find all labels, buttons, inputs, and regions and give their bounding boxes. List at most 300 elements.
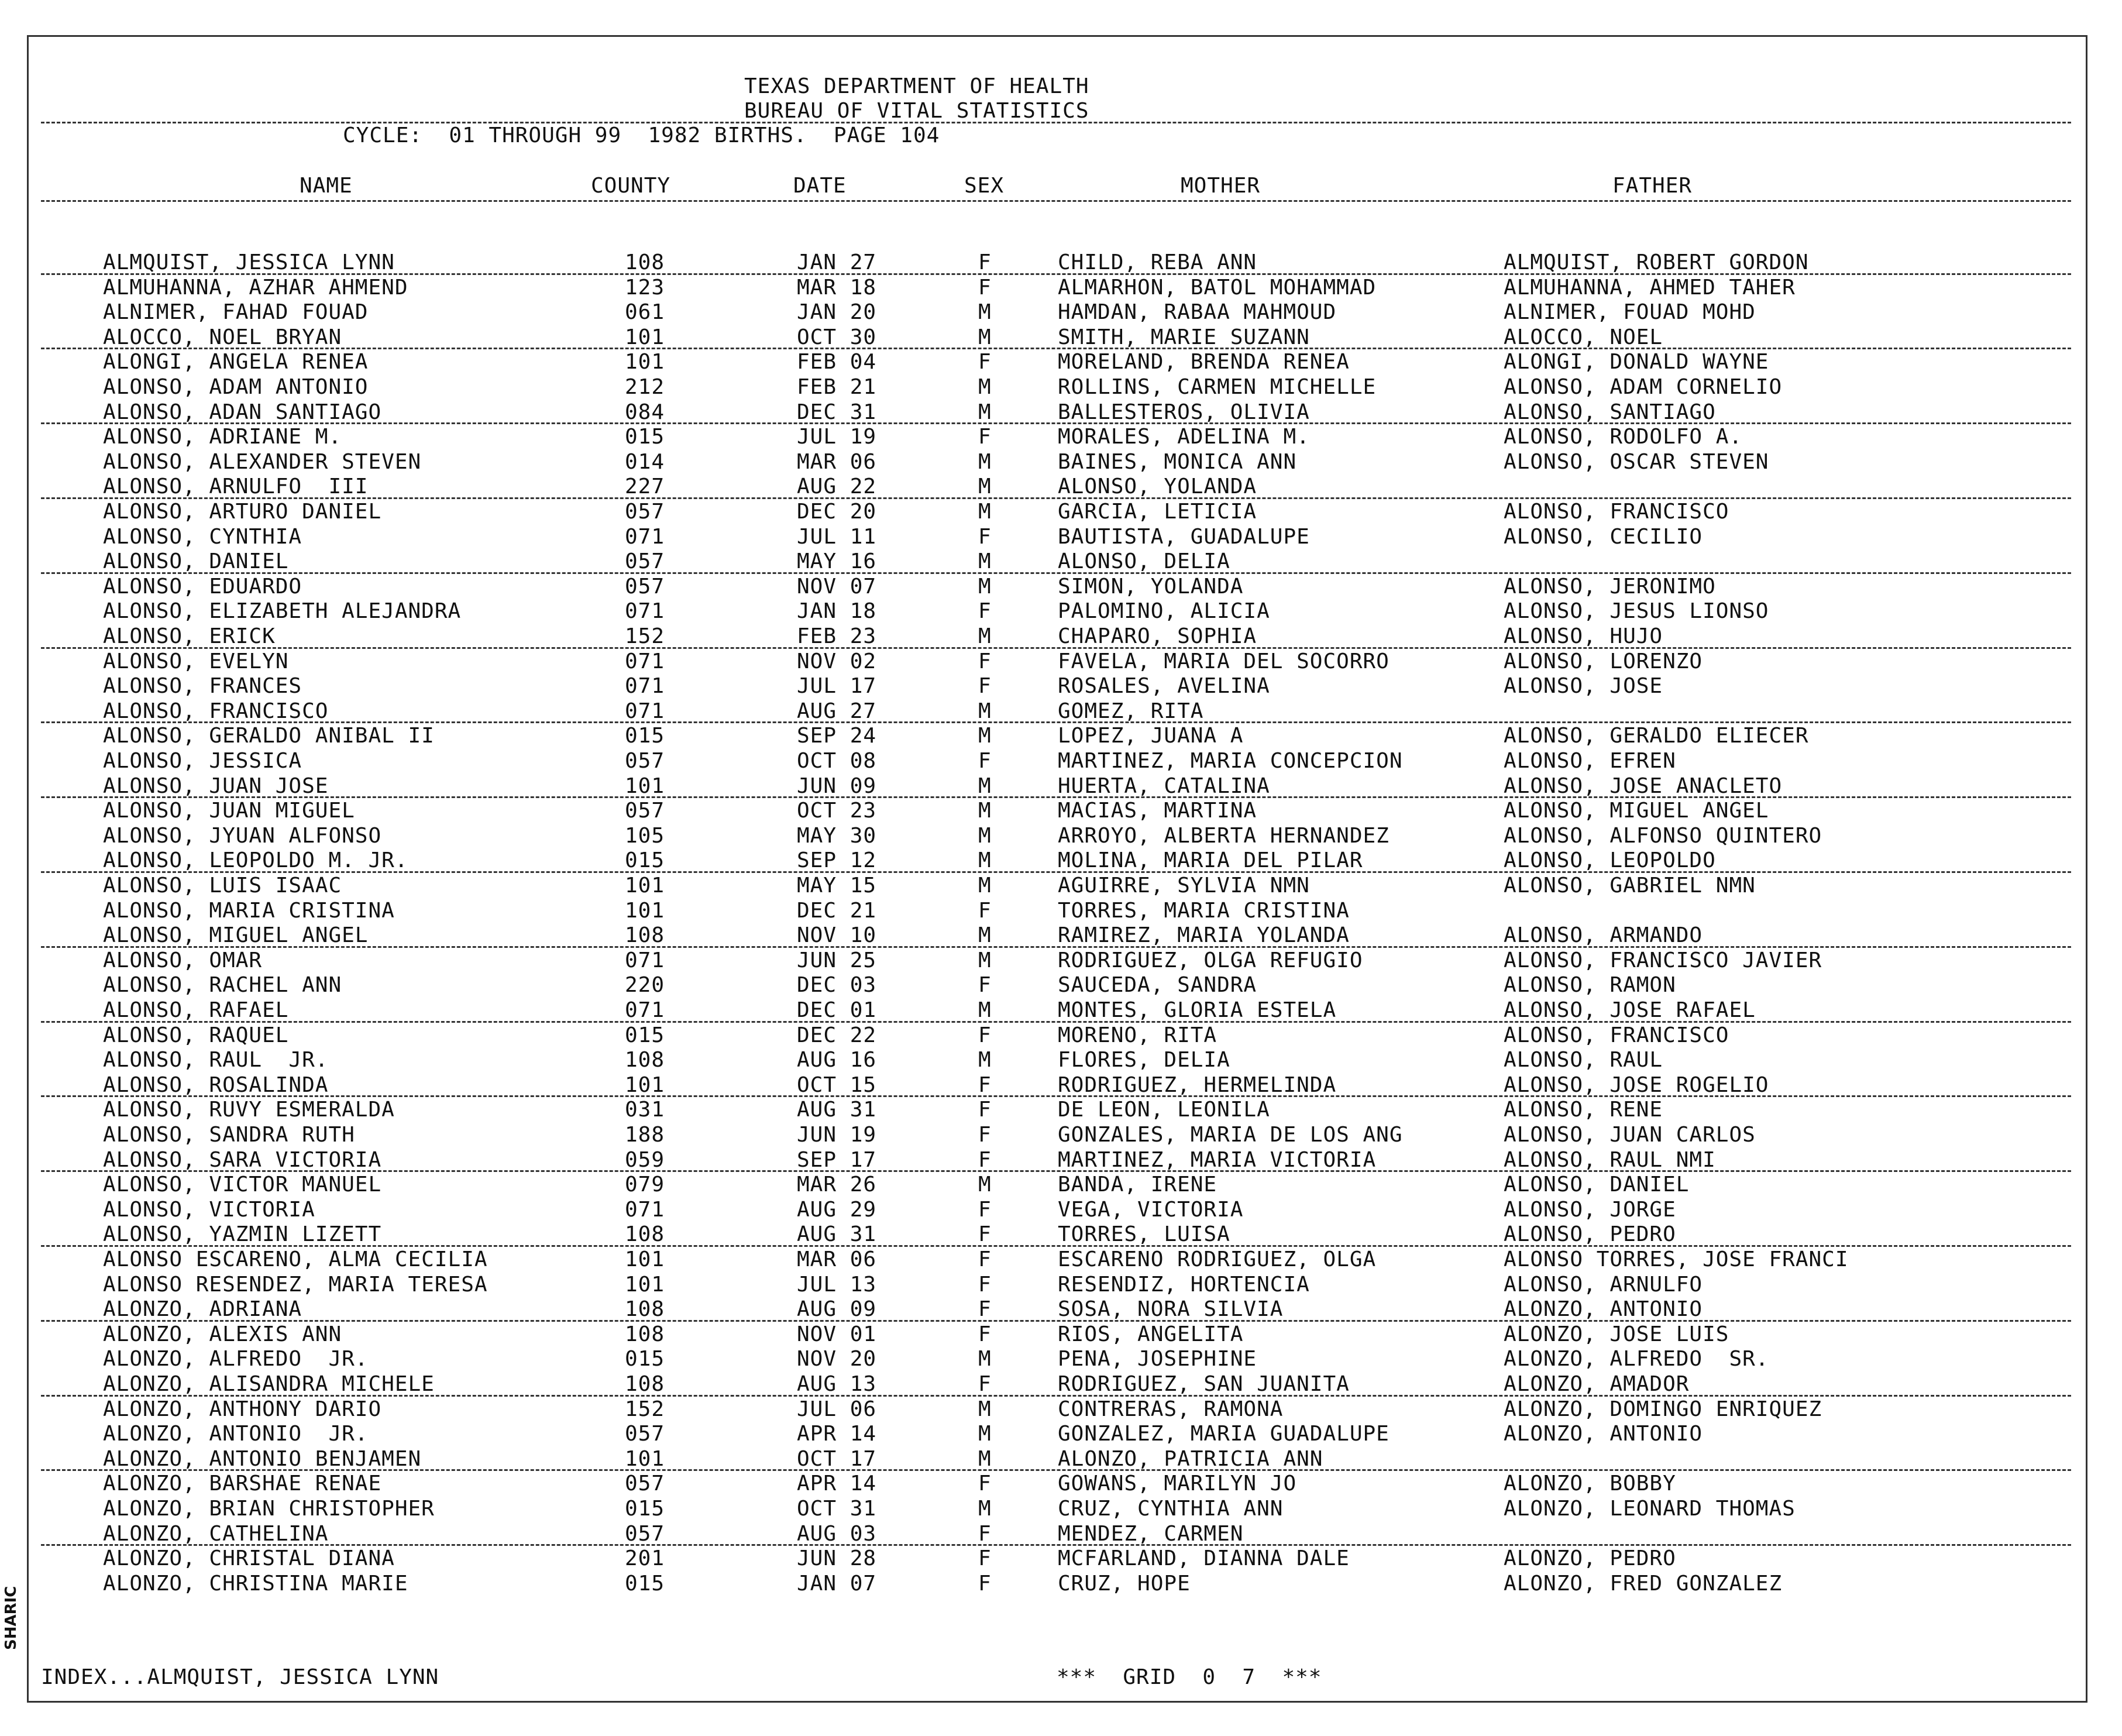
record-date: NOV 07	[797, 574, 877, 599]
record-county: 108	[625, 250, 665, 274]
record-date: DEC 22	[797, 1023, 877, 1047]
record-name: ALONZO, BARSHAE RENAE	[103, 1472, 382, 1496]
record-sex: F	[978, 898, 992, 923]
bureau-title: BUREAU OF VITAL STATISTICS	[744, 99, 1089, 123]
record-county: 057	[625, 574, 665, 599]
record-date: NOV 01	[797, 1322, 877, 1346]
record-sex: F	[978, 749, 992, 773]
record-county: 015	[625, 1023, 665, 1047]
record-father: ALMUHANNA, AHMED TAHER	[1504, 275, 1796, 300]
record-sex: F	[978, 1023, 992, 1047]
row-group-divider	[41, 871, 2071, 873]
record-name: ALONSO, JUAN MIGUEL	[103, 799, 355, 823]
column-header-name: NAME	[300, 174, 353, 198]
record-row	[0, 1447, 2122, 1472]
record-father: ALONSO, RAMON	[1504, 973, 1676, 998]
record-father: ALONSO, FRANCISCO JAVIER	[1504, 948, 1822, 972]
record-county: 108	[625, 1222, 665, 1247]
record-sex: F	[978, 1222, 992, 1247]
record-sex: F	[978, 1521, 992, 1546]
record-mother: GOWANS, MARILYN JO	[1058, 1472, 1297, 1496]
record-sex: M	[978, 1173, 992, 1197]
record-name: ALONSO, VICTORIA	[103, 1197, 315, 1222]
record-name: ALONZO, ADRIANA	[103, 1297, 302, 1322]
record-county: 057	[625, 1472, 665, 1496]
record-name: ALONSO, ROSALINDA	[103, 1072, 329, 1097]
record-county: 071	[625, 998, 665, 1022]
record-date: JUL 17	[797, 674, 877, 699]
record-row	[0, 1397, 2122, 1422]
record-date: AUG 22	[797, 475, 877, 499]
record-sex: F	[978, 674, 992, 699]
record-mother: GONZALES, MARIA DE LOS ANG	[1058, 1123, 1403, 1147]
record-name: ALONSO, ADAM ANTONIO	[103, 375, 369, 399]
record-row	[0, 1522, 2122, 1546]
record-date: JUN 28	[797, 1546, 877, 1571]
record-row	[0, 350, 2122, 374]
record-father: ALOCCO, NOEL	[1504, 325, 1663, 349]
record-name: ALONSO RESENDEZ, MARIA TERESA	[103, 1272, 488, 1297]
record-row	[0, 1023, 2122, 1048]
record-name: ALONSO, EDUARDO	[103, 574, 302, 599]
record-sex: M	[978, 948, 992, 972]
side-stamp: SHARIC	[2, 1586, 20, 1650]
record-row	[0, 1297, 2122, 1322]
record-date: AUG 31	[797, 1222, 877, 1247]
record-row	[0, 475, 2122, 499]
record-mother: CHILD, REBA ANN	[1058, 250, 1257, 274]
record-date: APR 14	[797, 1422, 877, 1446]
record-county: 188	[625, 1123, 665, 1147]
record-county: 101	[625, 1247, 665, 1271]
record-row	[0, 799, 2122, 823]
record-mother: CHAPARO, SOPHIA	[1058, 624, 1257, 648]
record-row	[0, 1472, 2122, 1496]
record-sex: M	[978, 1446, 992, 1471]
record-mother: ALMARHON, BATOL MOHAMMAD	[1058, 275, 1377, 300]
record-county: 057	[625, 500, 665, 524]
record-sex: M	[978, 1422, 992, 1446]
record-row	[0, 1497, 2122, 1521]
record-name: ALONSO, RAFAEL	[103, 998, 289, 1022]
record-county: 084	[625, 400, 665, 424]
record-name: ALONZO, CHRISTAL DIANA	[103, 1546, 395, 1571]
record-name: ALONSO, JYUAN ALFONSO	[103, 823, 382, 848]
record-father: ALONSO, RODOLFO A.	[1504, 425, 1743, 449]
record-father: ALONSO, GERALDO ELIECER	[1504, 724, 1809, 748]
record-date: JUL 11	[797, 524, 877, 549]
record-mother: BAINES, MONICA ANN	[1058, 449, 1297, 474]
record-sex: M	[978, 1048, 992, 1072]
record-county: 079	[625, 1173, 665, 1197]
record-father: ALONSO, JOSE ROGELIO	[1504, 1072, 1769, 1097]
record-sex: M	[978, 874, 992, 898]
row-group-divider	[41, 721, 2071, 723]
record-sex: M	[978, 998, 992, 1022]
record-mother: HAMDAN, RABAA MAHMOUD	[1058, 300, 1337, 325]
record-date: OCT 15	[797, 1072, 877, 1097]
record-row	[0, 400, 2122, 425]
row-group-divider	[41, 273, 2071, 275]
record-mother: MORENO, RITA	[1058, 1023, 1218, 1047]
record-county: 071	[625, 674, 665, 699]
record-mother: FLORES, DELIA	[1058, 1048, 1230, 1072]
record-father: ALONZO, PEDRO	[1504, 1546, 1676, 1571]
record-date: FEB 04	[797, 350, 877, 374]
record-mother: BAUTISTA, GUADALUPE	[1058, 524, 1310, 549]
record-county: 015	[625, 1347, 665, 1371]
record-date: AUG 13	[797, 1372, 877, 1396]
record-name: ALONSO, CYNTHIA	[103, 524, 302, 549]
record-father: ALONSO, RAUL NMI	[1504, 1147, 1716, 1172]
record-county: 057	[625, 749, 665, 773]
record-date: DEC 03	[797, 973, 877, 998]
record-row	[0, 1422, 2122, 1446]
record-county: 101	[625, 1446, 665, 1471]
record-row	[0, 724, 2122, 748]
record-sex: M	[978, 799, 992, 823]
record-sex: F	[978, 649, 992, 673]
record-mother: SIMON, YOLANDA	[1058, 574, 1244, 599]
record-mother: DE LEON, LEONILA	[1058, 1098, 1270, 1122]
column-header-county: COUNTY	[591, 174, 671, 198]
record-row	[0, 500, 2122, 524]
record-name: ALONSO, RAQUEL	[103, 1023, 289, 1047]
record-mother: MCFARLAND, DIANNA DALE	[1058, 1546, 1350, 1571]
record-sex: F	[978, 1197, 992, 1222]
record-date: MAY 30	[797, 823, 877, 848]
record-date: DEC 20	[797, 500, 877, 524]
record-row	[0, 973, 2122, 998]
record-name: ALONSO, ARTURO DANIEL	[103, 500, 382, 524]
record-father: ALONSO, JESUS LIONSO	[1504, 599, 1769, 624]
record-date: AUG 03	[797, 1521, 877, 1546]
record-row	[0, 624, 2122, 649]
record-name: ALONZO, ANTONIO JR.	[103, 1422, 369, 1446]
record-row	[0, 1372, 2122, 1397]
record-father: ALONSO, RAUL	[1504, 1048, 1663, 1072]
record-date: JAN 20	[797, 300, 877, 325]
record-name: ALONSO, ADRIANE M.	[103, 425, 342, 449]
record-county: 227	[625, 475, 665, 499]
record-row	[0, 599, 2122, 624]
record-date: JAN 18	[797, 599, 877, 624]
record-father: ALONSO, ARMANDO	[1504, 923, 1703, 948]
record-county: 101	[625, 774, 665, 798]
record-sex: F	[978, 250, 992, 274]
record-mother: MOLINA, MARIA DEL PILAR	[1058, 848, 1363, 873]
record-mother: PENA, JOSEPHINE	[1058, 1347, 1257, 1371]
record-county: 212	[625, 375, 665, 399]
record-name: ALMUHANNA, AZHAR AHMEND	[103, 275, 408, 300]
record-county: 152	[625, 624, 665, 648]
record-father: ALONSO, ALFONSO QUINTERO	[1504, 823, 1822, 848]
row-group-divider	[41, 1245, 2071, 1247]
record-sex: M	[978, 699, 992, 723]
record-row	[0, 1123, 2122, 1147]
record-sex: M	[978, 325, 992, 349]
record-row	[0, 425, 2122, 449]
record-sex: F	[978, 1247, 992, 1271]
record-name: ALNIMER, FAHAD FOUAD	[103, 300, 369, 325]
record-county: 015	[625, 848, 665, 873]
record-row	[0, 325, 2122, 350]
record-row	[0, 1073, 2122, 1098]
record-sex: F	[978, 1571, 992, 1596]
record-sex: M	[978, 449, 992, 474]
record-father: ALONSO, FRANCISCO	[1504, 500, 1729, 524]
record-row	[0, 948, 2122, 973]
row-group-divider	[41, 1320, 2071, 1322]
record-father: ALONSO, PEDRO	[1504, 1222, 1676, 1247]
record-sex: M	[978, 624, 992, 648]
record-mother: BALLESTEROS, OLIVIA	[1058, 400, 1310, 424]
index-footer: INDEX...ALMQUIST, JESSICA LYNN	[41, 1665, 439, 1689]
record-county: 108	[625, 1372, 665, 1396]
record-date: AUG 09	[797, 1297, 877, 1322]
record-sex: F	[978, 275, 992, 300]
record-date: JUN 09	[797, 774, 877, 798]
record-mother: HUERTA, CATALINA	[1058, 774, 1270, 798]
record-county: 071	[625, 699, 665, 723]
row-group-divider	[41, 348, 2071, 349]
record-sex: F	[978, 1546, 992, 1571]
record-father: ALONZO, ANTONIO	[1504, 1297, 1703, 1322]
record-county: 015	[625, 724, 665, 748]
record-name: ALONSO, EVELYN	[103, 649, 289, 673]
record-row	[0, 1098, 2122, 1122]
record-mother: TORRES, LUISA	[1058, 1222, 1230, 1247]
record-county: 015	[625, 1497, 665, 1521]
record-mother: AGUIRRE, SYLVIA NMN	[1058, 874, 1310, 898]
record-mother: RESENDIZ, HORTENCIA	[1058, 1272, 1310, 1297]
record-row	[0, 549, 2122, 574]
row-group-divider	[41, 572, 2071, 574]
record-date: AUG 29	[797, 1197, 877, 1222]
record-mother: TORRES, MARIA CRISTINA	[1058, 898, 1350, 923]
record-mother: ROSALES, AVELINA	[1058, 674, 1270, 699]
record-county: 031	[625, 1098, 665, 1122]
record-county: 057	[625, 1422, 665, 1446]
row-group-divider	[41, 796, 2071, 798]
record-date: NOV 10	[797, 923, 877, 948]
record-date: SEP 17	[797, 1147, 877, 1172]
record-row	[0, 1222, 2122, 1247]
record-father: ALONSO TORRES, JOSE FRANCI	[1504, 1247, 1849, 1271]
record-county: 014	[625, 449, 665, 474]
record-name: ALONSO, FRANCISCO	[103, 699, 329, 723]
record-name: ALONSO, JUAN JOSE	[103, 774, 329, 798]
record-father: ALONSO, JORGE	[1504, 1197, 1676, 1222]
record-county: 071	[625, 1197, 665, 1222]
record-name: ALONSO, FRANCES	[103, 674, 302, 699]
record-mother: ROLLINS, CARMEN MICHELLE	[1058, 375, 1377, 399]
record-sex: M	[978, 475, 992, 499]
record-row	[0, 899, 2122, 923]
record-date: JAN 07	[797, 1571, 877, 1596]
record-county: 015	[625, 425, 665, 449]
row-group-divider	[41, 1544, 2071, 1546]
record-mother: SOSA, NORA SILVIA	[1058, 1297, 1284, 1322]
record-county: 071	[625, 524, 665, 549]
record-date: MAR 18	[797, 275, 877, 300]
record-date: DEC 21	[797, 898, 877, 923]
record-date: NOV 20	[797, 1347, 877, 1371]
record-row	[0, 774, 2122, 799]
record-name: ALONSO, ALEXANDER STEVEN	[103, 449, 422, 474]
record-row	[0, 674, 2122, 699]
record-county: 152	[625, 1397, 665, 1421]
record-date: DEC 31	[797, 400, 877, 424]
record-name: ALONSO, SARA VICTORIA	[103, 1147, 382, 1172]
record-mother: ALONZO, PATRICIA ANN	[1058, 1446, 1323, 1471]
record-father: ALNIMER, FOUAD MOHD	[1504, 300, 1756, 325]
column-header-date: DATE	[793, 174, 847, 198]
record-sex: F	[978, 1072, 992, 1097]
record-date: MAR 06	[797, 449, 877, 474]
record-father: ALONSO, JOSE ANACLETO	[1504, 774, 1783, 798]
record-sex: M	[978, 375, 992, 399]
record-row	[0, 998, 2122, 1023]
record-father: ALONZO, DOMINGO ENRIQUEZ	[1504, 1397, 1822, 1421]
record-father: ALONSO, LEOPOLDO	[1504, 848, 1716, 873]
record-sex: F	[978, 1147, 992, 1172]
record-father: ALMQUIST, ROBERT GORDON	[1504, 250, 1809, 274]
record-mother: MACIAS, MARTINA	[1058, 799, 1257, 823]
record-father: ALONSO, JOSE RAFAEL	[1504, 998, 1756, 1022]
record-row	[0, 1148, 2122, 1173]
cycle-line: CYCLE: 01 THROUGH 99 1982 BIRTHS. PAGE 104	[343, 123, 940, 147]
record-date: MAR 26	[797, 1173, 877, 1197]
record-county: 057	[625, 549, 665, 574]
record-row	[0, 699, 2122, 724]
record-name: ALONSO, GERALDO ANIBAL II	[103, 724, 435, 748]
record-father: ALONZO, ANTONIO	[1504, 1422, 1703, 1446]
record-row	[0, 1347, 2122, 1371]
record-name: ALONSO, RAUL JR.	[103, 1048, 329, 1072]
record-county: 101	[625, 1072, 665, 1097]
record-mother: BANDA, IRENE	[1058, 1173, 1218, 1197]
record-name: ALONZO, ALEXIS ANN	[103, 1322, 342, 1346]
record-mother: RODRIGUEZ, HERMELINDA	[1058, 1072, 1337, 1097]
record-date: OCT 30	[797, 325, 877, 349]
record-mother: VEGA, VICTORIA	[1058, 1197, 1244, 1222]
record-sex: M	[978, 400, 992, 424]
row-group-divider	[41, 1469, 2071, 1471]
record-sex: F	[978, 1098, 992, 1122]
record-mother: MORALES, ADELINA M.	[1058, 425, 1310, 449]
record-sex: F	[978, 599, 992, 624]
row-group-divider	[41, 497, 2071, 499]
record-sex: M	[978, 724, 992, 748]
record-name: ALONZO, BRIAN CHRISTOPHER	[103, 1497, 435, 1521]
record-sex: F	[978, 1372, 992, 1396]
record-county: 071	[625, 948, 665, 972]
record-date: DEC 01	[797, 998, 877, 1022]
record-row	[0, 450, 2122, 475]
record-name: ALONSO, RUVY ESMERALDA	[103, 1098, 395, 1122]
record-father: ALONZO, BOBBY	[1504, 1472, 1676, 1496]
record-row	[0, 375, 2122, 400]
record-father: ALONSO, ADAM CORNELIO	[1504, 375, 1783, 399]
record-father: ALONSO, JERONIMO	[1504, 574, 1716, 599]
record-row	[0, 1247, 2122, 1272]
record-mother: CRUZ, HOPE	[1058, 1571, 1191, 1596]
record-sex: F	[978, 425, 992, 449]
record-date: SEP 12	[797, 848, 877, 873]
record-father: ALONSO, LORENZO	[1504, 649, 1703, 673]
record-county: 057	[625, 1521, 665, 1546]
column-header-father: FATHER	[1612, 174, 1693, 198]
record-mother: PALOMINO, ALICIA	[1058, 599, 1270, 624]
record-row	[0, 1198, 2122, 1222]
record-father: ALONZO, AMADOR	[1504, 1372, 1690, 1396]
row-group-divider	[41, 422, 2071, 424]
record-mother: GARCIA, LETICIA	[1058, 500, 1257, 524]
record-mother: ESCARENO RODRIGUEZ, OLGA	[1058, 1247, 1377, 1271]
record-county: 101	[625, 325, 665, 349]
record-sex: M	[978, 549, 992, 574]
record-name: ALONSO, LEOPOLDO M. JR.	[103, 848, 408, 873]
record-father: ALONSO, JUAN CARLOS	[1504, 1123, 1756, 1147]
record-father: ALONSO, SANTIAGO	[1504, 400, 1716, 424]
record-father: ALONSO, CECILIO	[1504, 524, 1703, 549]
record-name: ALONSO, RACHEL ANN	[103, 973, 342, 998]
record-father: ALONSO, GABRIEL NMN	[1504, 874, 1756, 898]
record-sex: F	[978, 1123, 992, 1147]
record-date: AUG 27	[797, 699, 877, 723]
record-name: ALONSO, OMAR	[103, 948, 263, 972]
record-date: JAN 27	[797, 250, 877, 274]
record-date: OCT 08	[797, 749, 877, 773]
record-mother: MONTES, GLORIA ESTELA	[1058, 998, 1337, 1022]
record-date: JUL 19	[797, 425, 877, 449]
record-father: ALONSO, FRANCISCO	[1504, 1023, 1729, 1047]
record-mother: CRUZ, CYNTHIA ANN	[1058, 1497, 1284, 1521]
record-date: MAY 16	[797, 549, 877, 574]
record-name: ALONSO, MARIA CRISTINA	[103, 898, 395, 923]
record-sex: F	[978, 1472, 992, 1496]
record-county: 101	[625, 350, 665, 374]
record-father: ALONGI, DONALD WAYNE	[1504, 350, 1769, 374]
record-date: JUN 25	[797, 948, 877, 972]
record-name: ALONSO, JESSICA	[103, 749, 302, 773]
record-name: ALONZO, CATHELINA	[103, 1521, 329, 1546]
record-county: 105	[625, 823, 665, 848]
record-name: ALONSO, LUIS ISAAC	[103, 874, 342, 898]
record-date: MAR 06	[797, 1247, 877, 1271]
record-sex: M	[978, 823, 992, 848]
record-father: ALONZO, FRED GONZALEZ	[1504, 1571, 1783, 1596]
record-mother: CONTRERAS, RAMONA	[1058, 1397, 1284, 1421]
record-row	[0, 276, 2122, 300]
record-name: ALONGI, ANGELA RENEA	[103, 350, 369, 374]
record-father: ALONZO, JOSE LUIS	[1504, 1322, 1729, 1346]
record-mother: LOPEZ, JUANA A	[1058, 724, 1244, 748]
agency-title: TEXAS DEPARTMENT OF HEALTH	[744, 74, 1089, 98]
record-name: ALONZO, CHRISTINA MARIE	[103, 1571, 408, 1596]
record-name: ALONSO, MIGUEL ANGEL	[103, 923, 369, 948]
record-row	[0, 250, 2122, 275]
row-group-divider	[41, 946, 2071, 948]
record-name: ALONZO, ALFREDO JR.	[103, 1347, 369, 1371]
record-father: ALONZO, ALFREDO SR.	[1504, 1347, 1769, 1371]
record-county: 220	[625, 973, 665, 998]
record-row	[0, 1048, 2122, 1072]
record-mother: MORELAND, BRENDA RENEA	[1058, 350, 1350, 374]
row-group-divider	[41, 1021, 2071, 1023]
record-date: MAY 15	[797, 874, 877, 898]
